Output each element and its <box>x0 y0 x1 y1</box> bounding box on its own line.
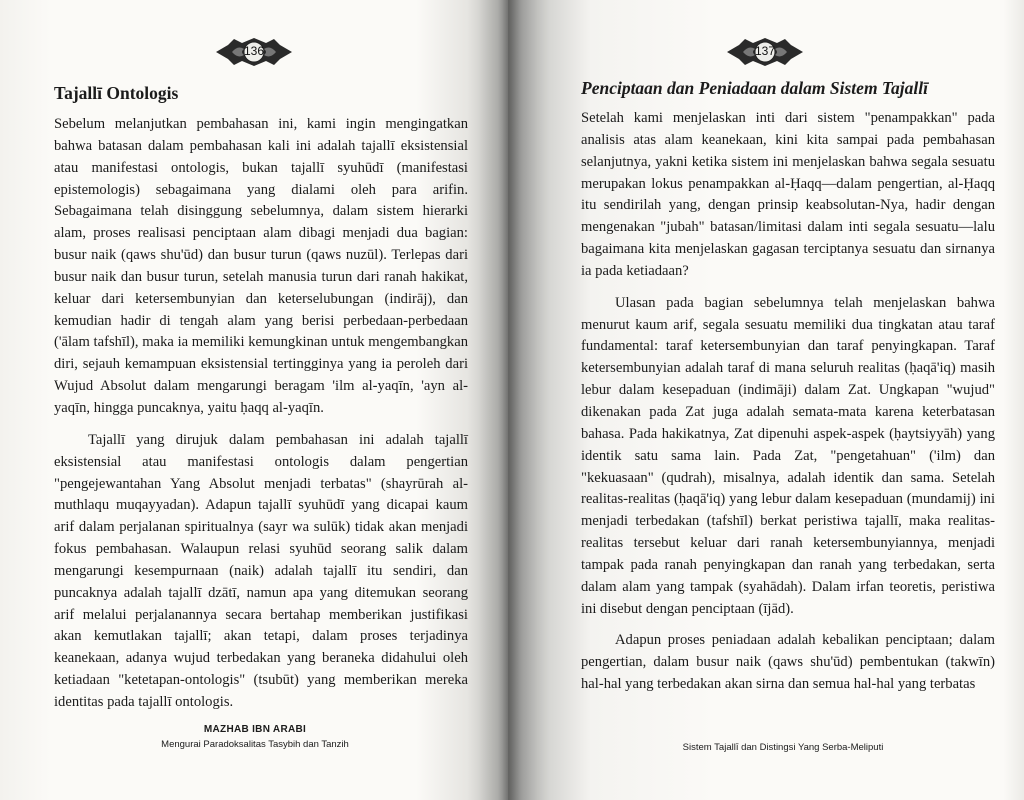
page-number: 137 <box>754 44 776 58</box>
book-title: MAZHAB IBN ARABI <box>203 724 307 735</box>
left-page <box>0 0 508 800</box>
page-footer <box>618 742 948 753</box>
page-number-ornament <box>725 37 805 67</box>
body-text <box>581 108 995 706</box>
section-heading <box>581 78 928 99</box>
right-page <box>508 0 1024 800</box>
section-heading: Tajallī Ontologis <box>54 83 179 103</box>
body-text <box>54 114 468 724</box>
chapter-title: Sistem Tajallī dan Distingsi Yang Serba-Meliputi <box>682 742 884 753</box>
paragraph: Sebelum melanjutkan pembahasan ini, kami ingin mengingatkan bahwa batasan dalam pembahasan kali ini adalah tajallī eksistensial atau manifestasi ontologis, bukan tajallī syuhūdī (manifestasi epistemologis) sebagaimana yang dialami oleh para arifin. Sebagaimana telah disinggung sebelumnya, dalam sistem hierarki alam, proses realisasi penciptaan alam dibagi menjadi dua bagian: busur naik (qaws shu'ūd) dan busur turun (qaws nuzūl). Terlepas dari busur naik dan busur turun, setelah manusia turun dari ranah hakikat, keluar dari ketersembunyian dan keterselubungan (indirāj), dan kemudian hadir di tengah alam yang berisi perbedaan-perbedaan ('ālam tafshīl), maka ia memiliki kemungkinan untuk mengembangkan diri, sejauh kemampuan eksistensial tertingginya yang ia peroleh dari Wujud Absolut dalam mengarungi beragam 'ilm al-yaqīn, 'ayn al-yaqīn, hingga puncaknya, yaitu ḥaqq al-yaqīn. <box>54 116 468 416</box>
section-heading-text: Penciptaan dan Peniadaan dalam Sistem Tajallī <box>581 78 928 98</box>
page-number-ornament <box>214 37 294 67</box>
paragraph: Adapun proses peniadaan adalah kebalikan penciptaan; dalam pengertian, dalam busur naik (qaws shu'ūd) pembentukan (takwīn) hal-hal yang terbedakan akan sirna dan semua hal-hal yang terbatas <box>581 632 995 693</box>
paragraph: Ulasan pada bagian sebelumnya telah menjelaskan bahwa menurut kaum arif, segala sesuatu memiliki dua tingkatan atau taraf fundamental: taraf ketersembunyian dan taraf penyingkapan. Taraf ketersembunyian adalah taraf di mana seluruh realitas (ḥaqā'iq) masih lebur dalam kesepaduan (indimāji) dalam Zat. Ungkapan "wujud" dikenakan pada Zat juga adalah semata-mata karena keterbatasan bahasa. Pada hakikatnya, Zat dipenuhi aspek-aspek (ḥaytsiyyāh) yang identik satu sama lain. Pada Zat, "pengetahuan" ('ilm) dan "kekuasaan" (qudrah), misalnya, adalah identik dan sama. Setelah realitas-realitas (ḥaqā'iq) yang lebur dalam kesepaduan (mundamij) ini menjadi terbedakan (tafshīl) berkat peristiwa tajallī, maka realitas-realitas tersebut keluar dari ranah ketersembunyiannya, menjadi tampak pada ranah penyingkapan dan ranah yang terbedakan, serta dalam alam yang tampak (syahādah). Dalam irfan teoretis, peristiwa ini disebut dengan penciptaan (ījād). <box>581 294 995 617</box>
page-footer <box>150 724 360 750</box>
page-number: 136 <box>243 44 265 58</box>
book-subtitle: Mengurai Paradoksalitas Tasybih dan Tanzih <box>161 739 349 750</box>
paragraph: Tajallī yang dirujuk dalam pembahasan ini adalah tajallī eksistensial atau manifestasi ontologis dalam pengertian "pengejewantahan Yang Absolut menjadi terbatas" (shayrūrah al-muthlaqu muqayyadan). Adapun tajallī syuhūdī yang dicapai kaum arif dalam perjalanan spiritualnya (sayr wa sulūk) tidak akan menjadi fokus pembahasan. Walaupun relasi syuhūd seorang salik dalam mengarungi kesempurnaan (naik) adalah tajallī itu sendiri, dan puncaknya adalah tajallī dzātī, namun apa yang ditemukan seorang arif melalui perjalanannya secara bertahap memberikan justifikasi akan kemutlakan tajallī; akan tetapi, dalam proses terjadinya keanekaan, adanya wujud terbedakan yang beraneka didahului oleh ketiadaan "ketetapan-ontologis" (tsubūt) yang memberikan mereka identitas pada tajallī ontologis. <box>54 431 468 710</box>
paragraph: Setelah kami menjelaskan inti dari sistem "penampakkan" pada analisis atas alam keanekaan, kini kita sampai pada pembahasan selanjutnya, yakni ketika sistem ini menjelaskan bahwa segala sesuatu merupakan lokus penampakkan al-Ḥaqq—dalam pengertian, al-Ḥaqq itu sendirilah yang, dengan prinsip keabsolutan-Nya, hadir dengan mengenakan "jubah" batasan/limitasi dalam inti segala sesuatu—lalu bagaimana kita menjelaskan gagasan terciptanya sesuatu dan sirnanya ia pada ketiadaan? <box>581 110 995 279</box>
